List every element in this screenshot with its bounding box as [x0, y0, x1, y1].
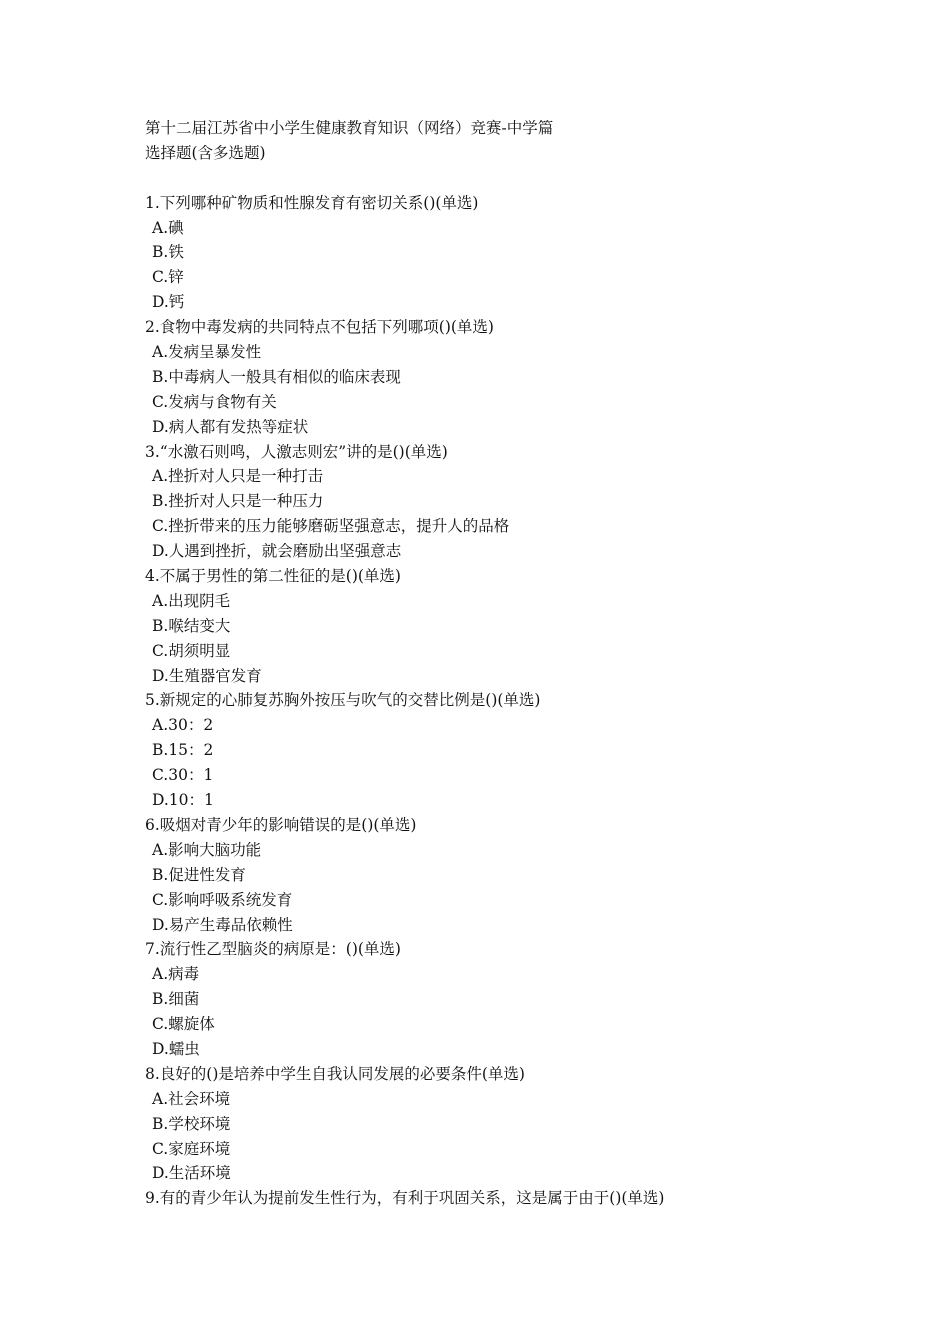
question-text: 4.不属于男性的第二性征的是()(单选): [145, 567, 401, 586]
answer-option: A.出现阴毛: [152, 591, 231, 610]
section-heading: 选择题(含多选题): [145, 143, 266, 162]
answer-option: A.挫折对人只是一种打击: [152, 467, 324, 486]
document-page: [145, 116, 905, 1211]
answer-option: D.病人都有发热等症状: [152, 417, 309, 436]
answer-option: D.人遇到挫折，就会磨励出坚强意志: [152, 542, 402, 561]
answer-option: B.挫折对人只是一种压力: [152, 492, 324, 511]
answer-option: B.细菌: [152, 990, 200, 1009]
answer-option: A.病毒: [152, 965, 200, 984]
answer-option: B.铁: [152, 243, 184, 262]
answer-option: D.钙: [152, 293, 185, 312]
question-text: 2.食物中毒发病的共同特点不包括下列哪项()(单选): [145, 318, 494, 337]
answer-option: D.蠕虫: [152, 1039, 200, 1058]
answer-option: B.学校环境: [152, 1114, 231, 1133]
question-text: 9.有的青少年认为提前发生性行为，有利于巩固关系，这是属于由于()(单选): [145, 1189, 665, 1208]
answer-option: C.螺旋体: [152, 1015, 215, 1034]
answer-option: A.影响大脑功能: [152, 840, 262, 859]
answer-option: B.中毒病人一般具有相似的临床表现: [152, 367, 401, 386]
answer-option: D.易产生毒品依赖性: [152, 915, 293, 934]
answer-option: C.挫折带来的压力能够磨砺坚强意志，提升人的品格: [152, 517, 510, 536]
answer-option: A.碘: [152, 218, 184, 237]
answer-option: B.15：2: [152, 741, 214, 760]
answer-option: C.锌: [152, 268, 184, 287]
question-text: 6.吸烟对青少年的影响错误的是()(单选): [145, 815, 417, 834]
question-list: [145, 191, 905, 1212]
answer-option: C.30：1: [152, 766, 214, 785]
question-text: 8.良好的()是培养中学生自我认同发展的必要条件(单选): [145, 1064, 525, 1083]
answer-option: B.促进性发育: [152, 865, 246, 884]
answer-option: D.10：1: [152, 791, 214, 810]
answer-option: C.影响呼吸系统发育: [152, 890, 293, 909]
document-title: 第十二届江苏省中小学生健康教育知识（网络）竞赛-中学篇: [145, 119, 554, 137]
answer-option: C.胡须明显: [152, 641, 231, 660]
question-text: 7.流行性乙型脑炎的病原是：()(单选): [145, 940, 401, 959]
answer-option: C.发病与食物有关: [152, 392, 277, 411]
answer-option: D.生活环境: [152, 1164, 231, 1183]
question-text: 1.下列哪种矿物质和性腺发育有密切关系()(单选): [145, 193, 479, 212]
answer-option: A.社会环境: [152, 1089, 231, 1108]
answer-option: B.喉结变大: [152, 616, 231, 635]
answer-option: D.生殖器官发育: [152, 666, 262, 685]
question-text: 3.“水激石则鸣，人激志则宏”讲的是()(单选): [145, 442, 448, 461]
question-text: 5.新规定的心肺复苏胸外按压与吹气的交替比例是()(单选): [145, 691, 541, 710]
answer-option: C.家庭环境: [152, 1139, 231, 1158]
answer-option: A.30：2: [152, 716, 214, 735]
answer-option: A.发病呈暴发性: [152, 343, 262, 362]
blank-line: [145, 166, 905, 191]
